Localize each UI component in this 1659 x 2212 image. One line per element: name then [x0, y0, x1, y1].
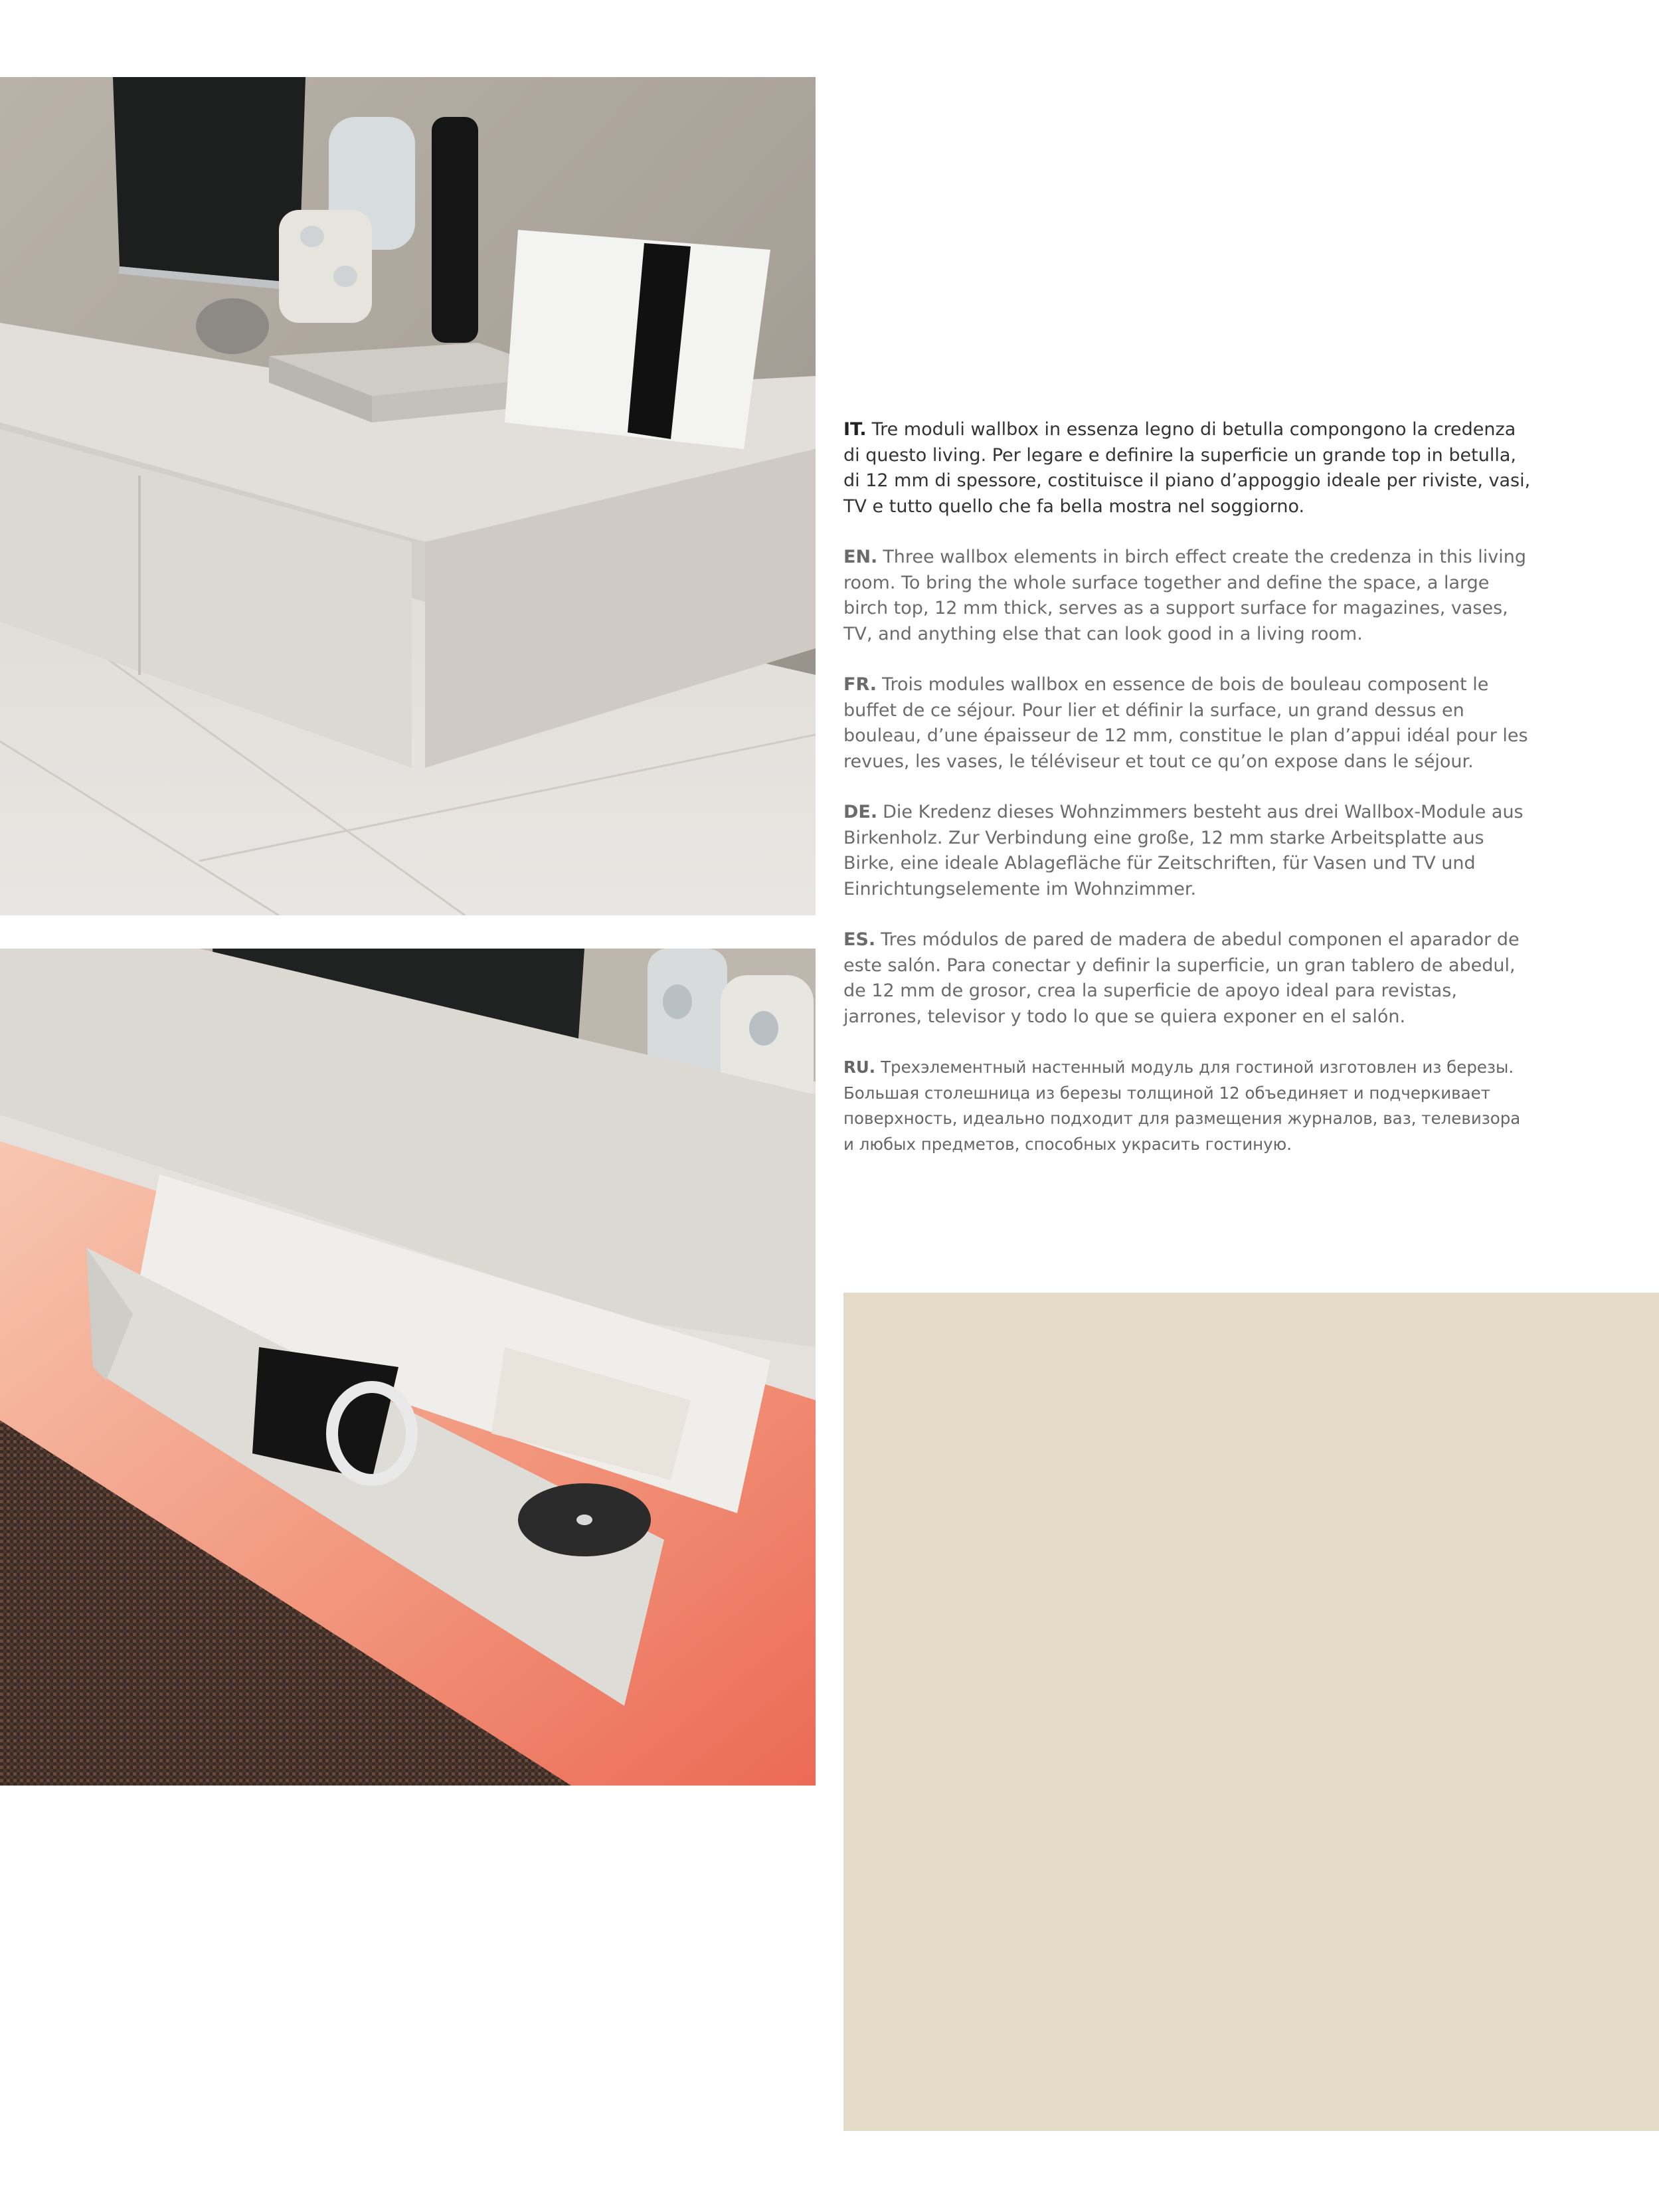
lang-code-fr: FR. [843, 674, 877, 695]
paragraph-it [843, 417, 1534, 519]
paragraph-de-text: Die Kredenz dieses Wohnzimmers besteht aus drei Wallbox-Module aus Birkenholz. Zur Verbindung eine große, 12 mm starke Arbeitsplatte aus Birke, eine ideale Ablagefläche für Zeitschriften, für Vasen und TV und Einrichtungselemente im Wohnzimmer. [843, 802, 1524, 899]
sideboard-photo [0, 77, 816, 915]
paragraph-it-text: Tre moduli wallbox in essenza legno di betulla compongono la credenza di questo living. Per legare e definire la superficie un grande top in betulla, di 12 mm di spessore, costituisce il piano d’appoggio ideale per riviste, vasi, TV e tutto quello che fa bella mostra nel soggiorno. [843, 419, 1531, 517]
paragraph-fr [843, 672, 1534, 775]
lang-code-it: IT. [843, 419, 867, 440]
paragraph-en [843, 545, 1534, 647]
lang-code-de: DE. [843, 802, 878, 822]
paragraph-es-text: Tres módulos de pared de madera de abedul componen el aparador de este salón. Para conectar y definir la superficie, un gran tablero de abedul, de 12 mm de grosor, crea la superficie de apoyo ideal para revistas, jarrones, televisor y todo lo que se quiera exponer en el salón. [843, 929, 1520, 1027]
drawer-photo [0, 949, 816, 1786]
beige-color-panel [843, 1293, 1659, 2131]
description-column [843, 417, 1534, 1182]
paragraph-de [843, 800, 1534, 902]
paragraph-es [843, 927, 1534, 1030]
lang-code-ru: RU. [843, 1058, 876, 1077]
paragraph-fr-text: Trois modules wallbox en essence de bois de bouleau composent le buffet de ce séjour. Pour lier et définir la surface, un grand dessus en bouleau, d’une épaisseur de 12 mm, constitue le plan d’appui idéal pour les revues, les vases, le téléviseur et tout ce qu’on expose dans le séjour. [843, 674, 1528, 772]
drawer-photo-illustration [0, 949, 816, 1786]
lang-code-en: EN. [843, 547, 878, 567]
paragraph-ru-text: Трехэлементный настенный модуль для гостиной изготовлен из березы. Большая столешница из березы толщиной 12 объединяет и подчеркивает поверхность, идеально подходит для размещения журналов, ваз, телевизора и любых предметов, способных украсить гостиную. [843, 1058, 1521, 1154]
sideboard-photo-illustration [0, 77, 816, 915]
paragraph-ru [843, 1055, 1534, 1157]
paragraph-en-text: Three wallbox elements in birch effect create the credenza in this living room. To bring the whole surface together and define the space, a large birch top, 12 mm thick, serves as a support surface for magazines, vases, TV, and anything else that can look good in a living room. [843, 547, 1527, 644]
lang-code-es: ES. [843, 929, 876, 950]
